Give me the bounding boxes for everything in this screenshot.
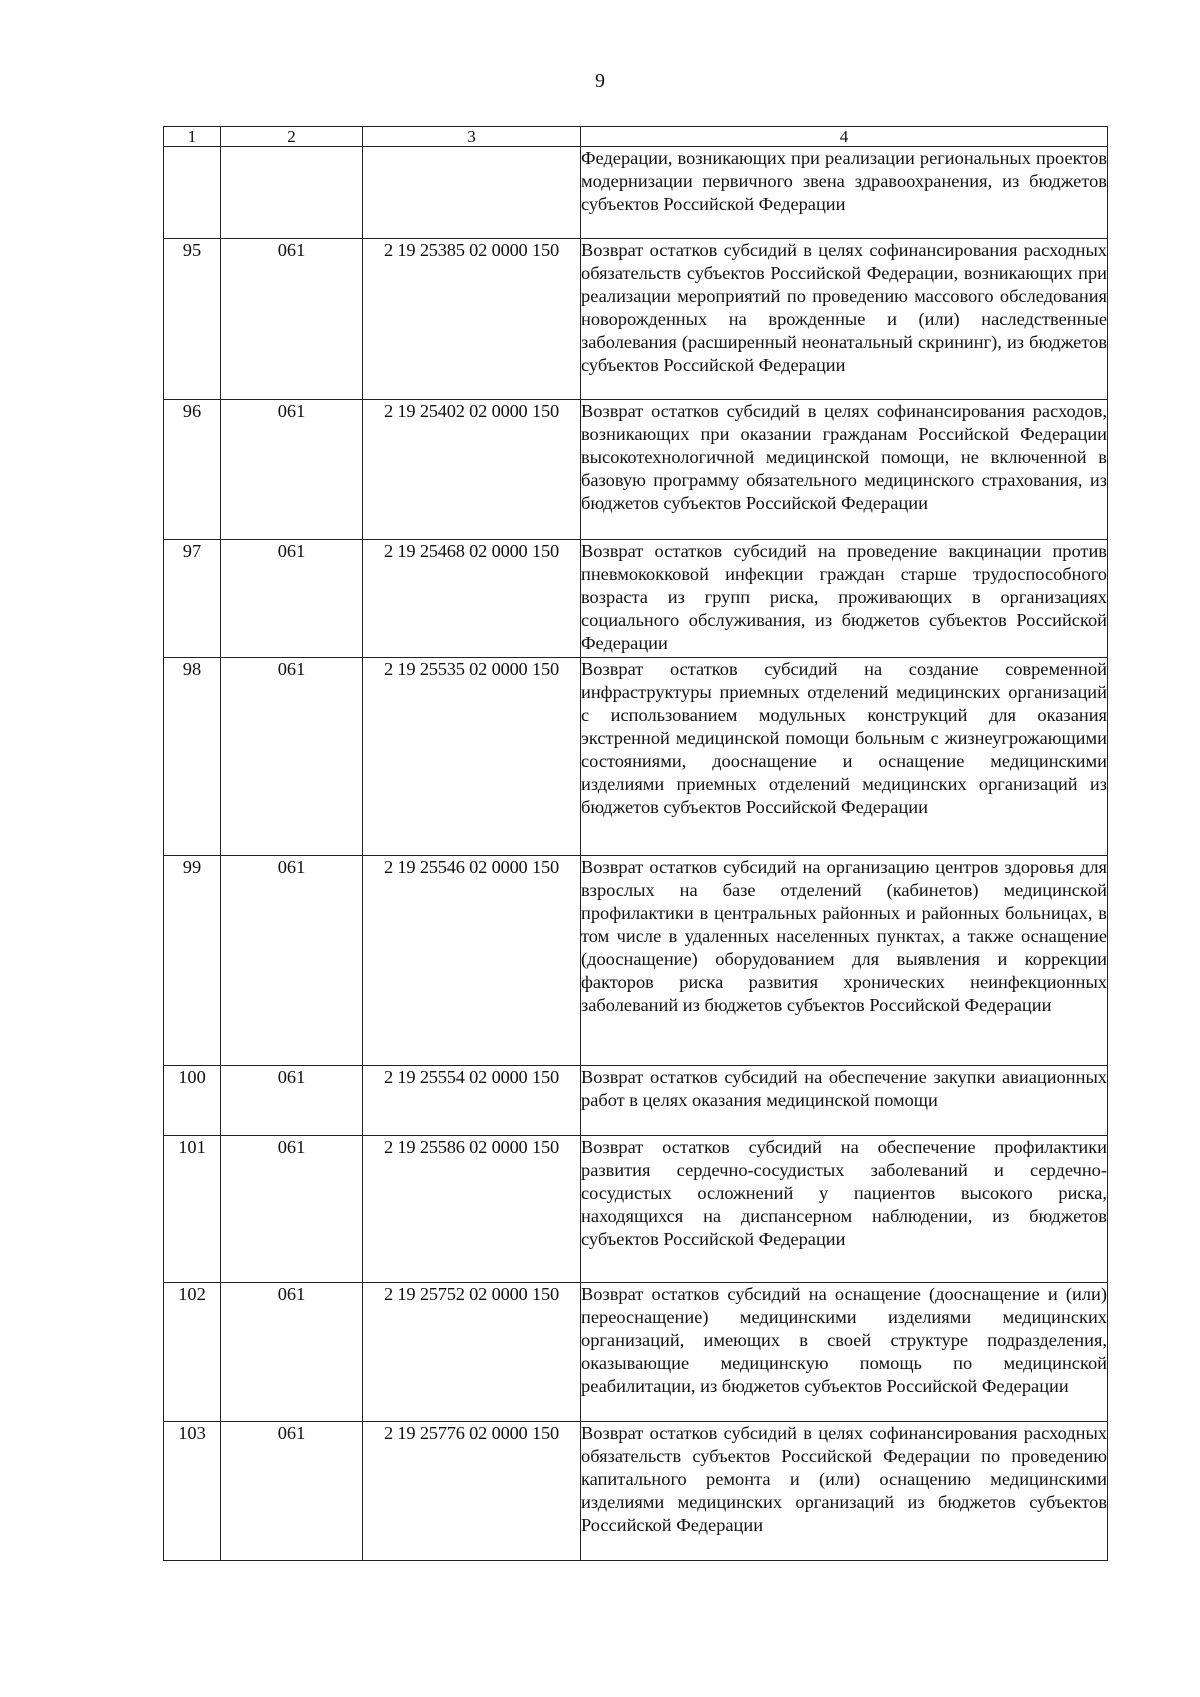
row-description: Возврат остатков субсидий на оснащение (дооснащение и (или) переоснащение) медицинскими изделиями медицинских организаций, имеющих в своей структуре подразделения, оказывающие медицинскую помощь по медицинской реабилитации, из бюджетов субъектов Российской Федерации	[581, 1283, 1108, 1422]
table-row	[164, 239, 1108, 400]
ministry-code: 061	[221, 1066, 363, 1136]
budget-classification-code: 2 19 25385 02 0000 150	[363, 239, 581, 400]
budget-classification-code: 2 19 25752 02 0000 150	[363, 1283, 581, 1422]
row-description: Возврат остатков субсидий на организацию центров здоровья для взрослых на базе отделений (кабинетов) медицинской профилактики в центральных районных и районных больницах, в том числе в удаленных населенных пунктах, а также оснащение (дооснащение) оборудованием для выявления и коррекции факторов риска развития хронических неинфекционных заболеваний из бюджетов субъектов Российской Федерации	[581, 856, 1108, 1066]
row-number: 98	[164, 658, 221, 856]
budget-classification-code: 2 19 25776 02 0000 150	[363, 1422, 581, 1561]
budget-classification-code: 2 19 25535 02 0000 150	[363, 658, 581, 856]
row-number: 95	[164, 239, 221, 400]
budget-classification-code: 2 19 25402 02 0000 150	[363, 400, 581, 540]
table-body	[164, 147, 1108, 1561]
row-number: 96	[164, 400, 221, 540]
header-col-4: 4	[581, 127, 1108, 147]
ministry-code: 061	[221, 1136, 363, 1283]
budget-classification-code: 2 19 25546 02 0000 150	[363, 856, 581, 1066]
row-number: 101	[164, 1136, 221, 1283]
budget-classification-code	[363, 147, 581, 239]
budget-codes-table	[163, 126, 1108, 1561]
budget-classification-code: 2 19 25554 02 0000 150	[363, 1066, 581, 1136]
table-row	[164, 540, 1108, 658]
budget-classification-code: 2 19 25468 02 0000 150	[363, 540, 581, 658]
table-row	[164, 1422, 1108, 1561]
table-row	[164, 1066, 1108, 1136]
table-header	[164, 127, 1108, 147]
row-description: Возврат остатков субсидий на создание современной инфраструктуры приемных отделений медицинских организаций с использованием модульных конструкций для оказания экстренной медицинской помощи больным с жизнеугрожающими состояниями, дооснащение и оснащение медицинскими изделиями приемных отделений медицинских организаций из бюджетов субъектов Российской Федерации	[581, 658, 1108, 856]
ministry-code: 061	[221, 856, 363, 1066]
row-number	[164, 147, 221, 239]
ministry-code: 061	[221, 658, 363, 856]
header-row	[164, 127, 1108, 147]
header-col-3: 3	[363, 127, 581, 147]
table-row	[164, 856, 1108, 1066]
row-number: 103	[164, 1422, 221, 1561]
table-row	[164, 658, 1108, 856]
ministry-code: 061	[221, 1283, 363, 1422]
ministry-code: 061	[221, 540, 363, 658]
row-number: 97	[164, 540, 221, 658]
table-row	[164, 400, 1108, 540]
row-number: 100	[164, 1066, 221, 1136]
row-description: Возврат остатков субсидий на обеспечение профилактики развития сердечно-сосудистых заболеваний и сердечно-сосудистых осложнений у пациентов высокого риска, находящихся на диспансерном наблюдении, из бюджетов субъектов Российской Федерации	[581, 1136, 1108, 1283]
row-number: 99	[164, 856, 221, 1066]
header-col-2: 2	[221, 127, 363, 147]
budget-classification-code: 2 19 25586 02 0000 150	[363, 1136, 581, 1283]
table-row	[164, 1136, 1108, 1283]
table-row	[164, 1283, 1108, 1422]
table-row	[164, 147, 1108, 239]
header-col-1: 1	[164, 127, 221, 147]
row-description: Возврат остатков субсидий в целях софинансирования расходных обязательств субъектов Российской Федерации, возникающих при реализации мероприятий по проведению массового обследования новорожденных на врожденные и (или) наследственные заболевания (расширенный неонатальный скрининг), из бюджетов субъектов Российской Федерации	[581, 239, 1108, 400]
row-number: 102	[164, 1283, 221, 1422]
ministry-code: 061	[221, 239, 363, 400]
ministry-code	[221, 147, 363, 239]
page-number: 9	[595, 70, 605, 92]
ministry-code: 061	[221, 1422, 363, 1561]
row-description: Федерации, возникающих при реализации региональных проектов модернизации первичного звена здравоохранения, из бюджетов субъектов Российской Федерации	[581, 147, 1108, 239]
row-description: Возврат остатков субсидий на проведение вакцинации против пневмококковой инфекции граждан старше трудоспособного возраста из групп риска, проживающих в организациях социального обслуживания, из бюджетов субъектов Российской Федерации	[581, 540, 1108, 658]
row-description: Возврат остатков субсидий на обеспечение закупки авиационных работ в целях оказания медицинской помощи	[581, 1066, 1108, 1136]
ministry-code: 061	[221, 400, 363, 540]
row-description: Возврат остатков субсидий в целях софинансирования расходных обязательств субъектов Российской Федерации по проведению капитального ремонта и (или) оснащению медицинскими изделиями медицинских организаций из бюджетов субъектов Российской Федерации	[581, 1422, 1108, 1561]
row-description: Возврат остатков субсидий в целях софинансирования расходов, возникающих при оказании гражданам Российской Федерации высокотехнологичной медицинской помощи, не включенной в базовую программу обязательного медицинского страхования, из бюджетов субъектов Российской Федерации	[581, 400, 1108, 540]
